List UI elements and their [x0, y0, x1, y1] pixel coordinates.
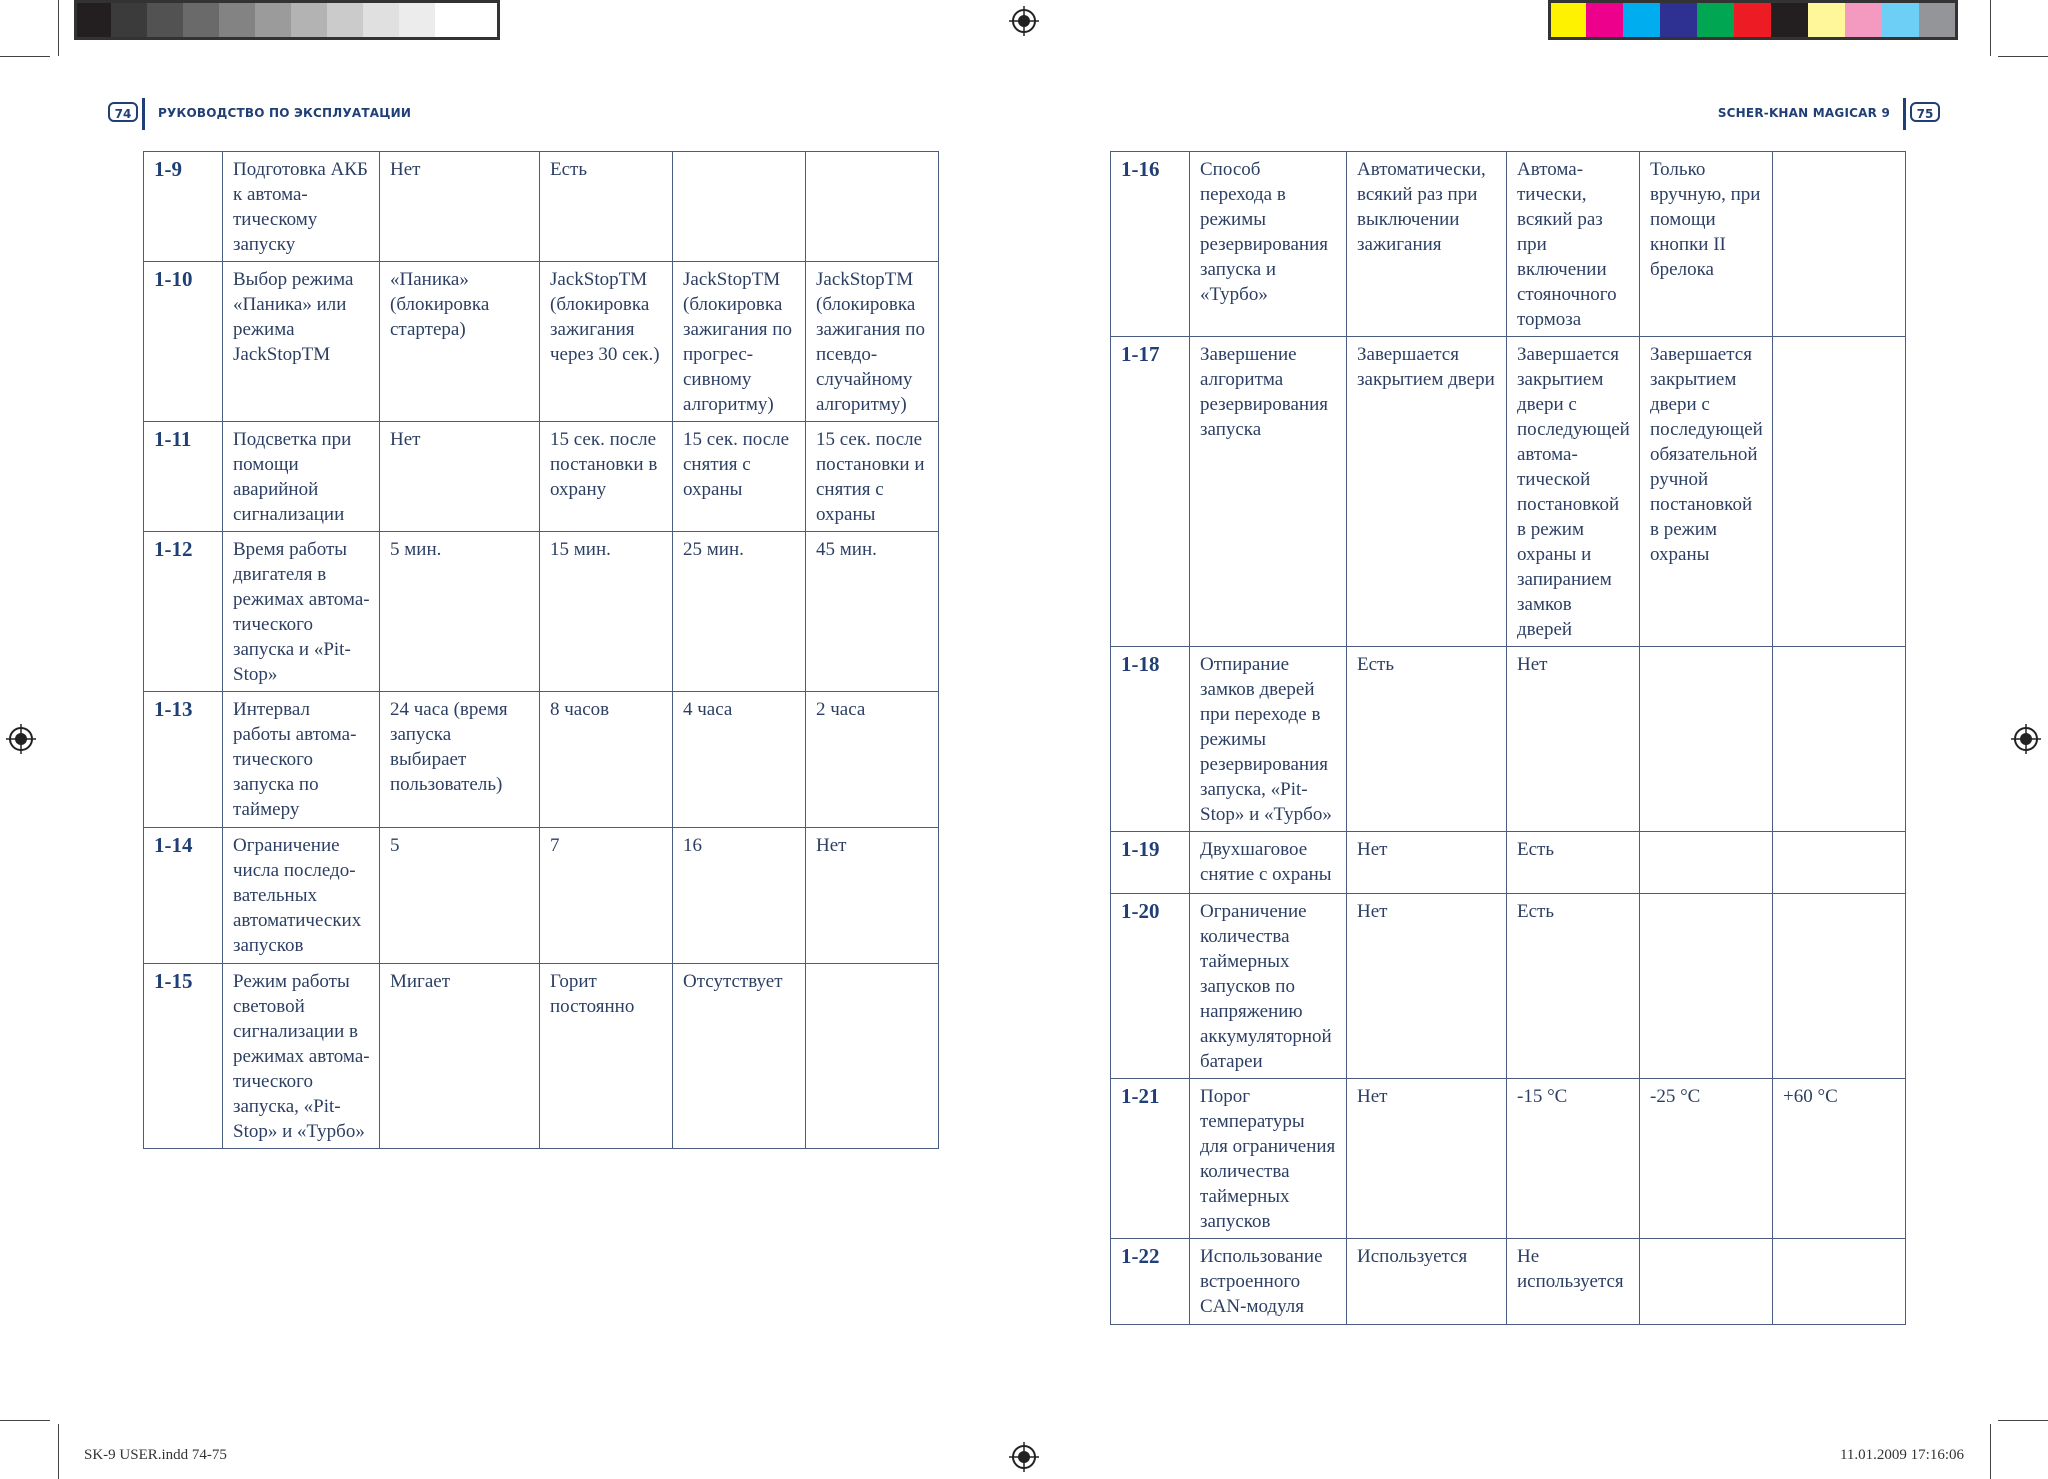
row-parameter: Завершение алгоритма резервирования запуска	[1190, 337, 1347, 647]
option-cell: Нет	[380, 152, 540, 262]
table-row	[144, 964, 939, 1149]
row-parameter: Подсветка при помощи аварийной сигнализации	[223, 422, 380, 532]
table-row	[1111, 1239, 1906, 1325]
option-cell: Нет	[1347, 894, 1507, 1079]
row-code: 1-18	[1111, 647, 1190, 832]
option-cell: Отсутствует	[673, 964, 806, 1149]
row-parameter: Интервал работы автома-тического запуска по таймеру	[223, 692, 380, 828]
row-parameter: Способ перехода в режимы резервирования запуска и «Турбо»	[1190, 152, 1347, 337]
option-cell	[1773, 152, 1906, 337]
option-cell: JackStopTM (блокировка зажигания по псевдо-случайному алгоритму)	[806, 262, 939, 422]
left-page-number: 74	[108, 102, 138, 122]
table-row	[1111, 647, 1906, 832]
option-cell: Мигает	[380, 964, 540, 1149]
row-code: 1-14	[144, 828, 223, 964]
row-parameter: Порог температуры для ограничения количества таймерных запусков	[1190, 1079, 1347, 1239]
crop-mark	[58, 1424, 59, 1479]
table-row	[1111, 1079, 1906, 1239]
row-parameter: Использование встроенного CAN-модуля	[1190, 1239, 1347, 1325]
settings-table-right	[1110, 151, 1906, 1325]
option-cell	[1773, 1239, 1906, 1325]
row-code: 1-17	[1111, 337, 1190, 647]
option-cell: Завершается закрытием двери с последующей автома-тической постановкой в режим охраны и запиранием замков дверей	[1507, 337, 1640, 647]
option-cell: Не используется	[1507, 1239, 1640, 1325]
table-row	[144, 422, 939, 532]
registration-mark-icon	[2011, 724, 2041, 754]
option-cell: 15 сек. после снятия с охраны	[673, 422, 806, 532]
option-cell: 7	[540, 828, 673, 964]
option-cell: Нет	[806, 828, 939, 964]
row-parameter: Отпирание замков дверей при переходе в режимы резервирования запуска, «Pit-Stop» и «Турбо»	[1190, 647, 1347, 832]
option-cell: Есть	[1347, 647, 1507, 832]
option-cell: 15 сек. после постановки и снятия с охраны	[806, 422, 939, 532]
row-code: 1-12	[144, 532, 223, 692]
registration-mark-icon	[6, 724, 36, 754]
table-row	[144, 152, 939, 262]
table-row	[144, 532, 939, 692]
row-code: 1-10	[144, 262, 223, 422]
option-cell: 15 мин.	[540, 532, 673, 692]
table-row	[144, 828, 939, 964]
row-parameter: Подготовка АКБ к автома-тическому запуску	[223, 152, 380, 262]
row-parameter: Режим работы световой сигнализации в режимах автома-тического запуска, «Pit-Stop» и «Турбо»	[223, 964, 380, 1149]
option-cell: 4 часа	[673, 692, 806, 828]
option-cell: 45 мин.	[806, 532, 939, 692]
right-page-number: 75	[1910, 102, 1940, 122]
row-code: 1-19	[1111, 832, 1190, 894]
option-cell: Нет	[1507, 647, 1640, 832]
left-running-title: РУКОВОДСТВО ПО ЭКСПЛУАТАЦИИ	[158, 106, 412, 120]
gray-bar-frame	[74, 0, 500, 40]
option-cell: 25 мин.	[673, 532, 806, 692]
crop-mark	[1998, 56, 2048, 57]
row-code: 1-15	[144, 964, 223, 1149]
option-cell: Завершается закрытием двери с последующей обязательной ручной постановкой в режим охраны	[1640, 337, 1773, 647]
option-cell: Нет	[1347, 832, 1507, 894]
option-cell	[1640, 647, 1773, 832]
option-cell	[806, 152, 939, 262]
row-code: 1-9	[144, 152, 223, 262]
option-cell: Автоматически, всякий раз при выключении зажигания	[1347, 152, 1507, 337]
option-cell	[1773, 894, 1906, 1079]
table-row	[1111, 152, 1906, 337]
row-parameter: Выбор режима «Паника» или режима JackStopTM	[223, 262, 380, 422]
option-cell: Завершается закрытием двери	[1347, 337, 1507, 647]
table-row	[1111, 832, 1906, 894]
option-cell: JackStopTM (блокировка зажигания через 30 сек.)	[540, 262, 673, 422]
option-cell	[1773, 832, 1906, 894]
table-row	[144, 262, 939, 422]
table-row	[144, 692, 939, 828]
option-cell	[1640, 832, 1773, 894]
option-cell	[1640, 894, 1773, 1079]
option-cell: 2 часа	[806, 692, 939, 828]
option-cell: 5	[380, 828, 540, 964]
crop-mark	[1990, 1424, 1991, 1479]
option-cell	[1773, 337, 1906, 647]
option-cell: Горит постоянно	[540, 964, 673, 1149]
option-cell: Используется	[1347, 1239, 1507, 1325]
crop-mark	[58, 0, 59, 56]
row-code: 1-11	[144, 422, 223, 532]
option-cell: Автома-тически, всякий раз при включении стояночного тормоза	[1507, 152, 1640, 337]
row-parameter: Двухшаговое снятие с охраны	[1190, 832, 1347, 894]
option-cell: JackStopTM (блокировка зажигания по прогрес-сивному алгоритму)	[673, 262, 806, 422]
option-cell: Только вручную, при помощи кнопки II брелока	[1640, 152, 1773, 337]
registration-mark-icon	[1009, 6, 1039, 36]
header-divider	[142, 98, 145, 130]
option-cell	[1773, 647, 1906, 832]
option-cell: Нет	[1347, 1079, 1507, 1239]
row-parameter: Время работы двигателя в режимах автома-тического запуска и «Pit-Stop»	[223, 532, 380, 692]
option-cell: Есть	[540, 152, 673, 262]
option-cell: Есть	[1507, 832, 1640, 894]
crop-mark	[1998, 1420, 2048, 1421]
row-code: 1-13	[144, 692, 223, 828]
row-parameter: Ограничение количества таймерных запусков по напряжению аккумуляторной батареи	[1190, 894, 1347, 1079]
row-code: 1-21	[1111, 1079, 1190, 1239]
table-row	[1111, 337, 1906, 647]
option-cell: -15 °C	[1507, 1079, 1640, 1239]
crop-mark	[0, 56, 50, 57]
crop-mark	[0, 1420, 50, 1421]
row-code: 1-20	[1111, 894, 1190, 1079]
color-bar-frame	[1548, 0, 1958, 40]
option-cell: Нет	[380, 422, 540, 532]
option-cell: +60 °C	[1773, 1079, 1906, 1239]
option-cell	[1640, 1239, 1773, 1325]
option-cell: 15 сек. после постановки в охрану	[540, 422, 673, 532]
option-cell: 8 часов	[540, 692, 673, 828]
right-running-title: SCHER-KHAN MAGICAR 9	[1717, 106, 1890, 120]
option-cell: -25 °C	[1640, 1079, 1773, 1239]
option-cell: 5 мин.	[380, 532, 540, 692]
row-code: 1-16	[1111, 152, 1190, 337]
file-slug: SK-9 USER.indd 74-75	[84, 1447, 227, 1463]
print-timestamp: 11.01.2009 17:16:06	[1839, 1447, 1964, 1463]
table-row	[1111, 894, 1906, 1079]
header-divider	[1903, 98, 1906, 130]
option-cell: «Паника» (блокировка стартера)	[380, 262, 540, 422]
registration-mark-icon	[1009, 1442, 1039, 1472]
settings-table-left	[143, 151, 939, 1149]
option-cell: 16	[673, 828, 806, 964]
row-parameter: Ограничение числа последо-вательных автоматических запусков	[223, 828, 380, 964]
option-cell	[673, 152, 806, 262]
option-cell: Есть	[1507, 894, 1640, 1079]
row-code: 1-22	[1111, 1239, 1190, 1325]
option-cell	[806, 964, 939, 1149]
crop-mark	[1990, 0, 1991, 56]
option-cell: 24 часа (время запуска выбирает пользователь)	[380, 692, 540, 828]
